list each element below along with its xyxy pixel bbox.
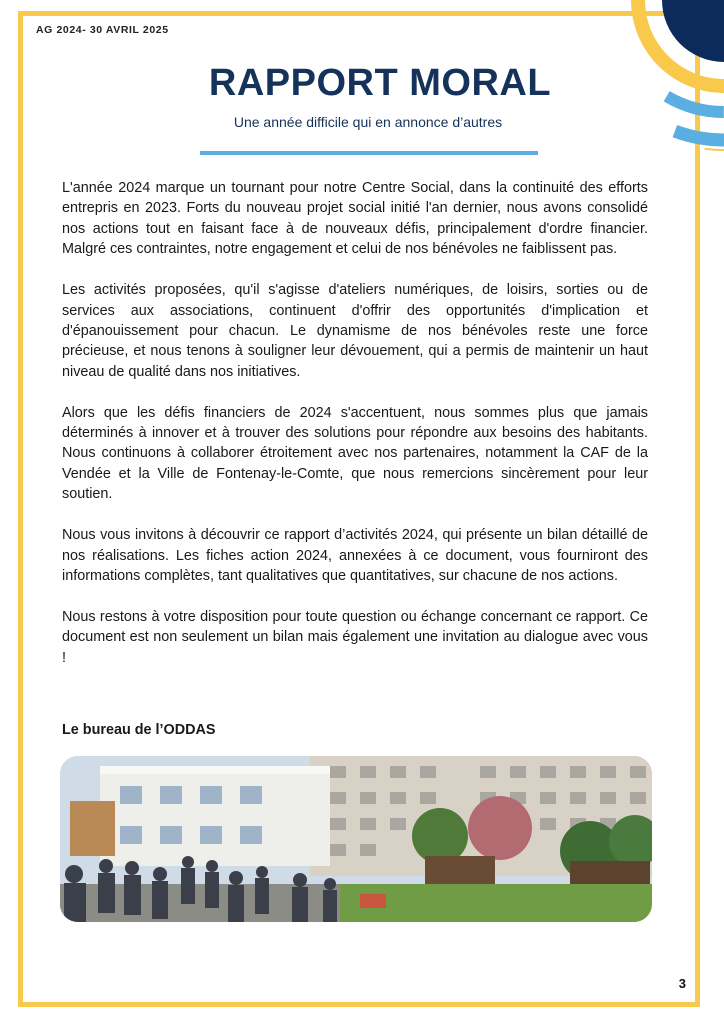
header-tag: AG 2024- 30 AVRIL 2025 [36,24,169,36]
title-divider [200,151,538,155]
page-title: RAPPORT MORAL [208,62,552,104]
paragraph: Nous vous invitons à découvrir ce rapport d’activités 2024, qui présente un bilan détaillé de nos réalisations. Les fiches action 2024, annexées à ce document, vous fourniront des informations complètes, tant qualitatives que quantitatives, sur chacune de nos actions. [62,527,648,584]
signature: Le bureau de l’ODDAS [62,722,216,738]
paragraph: Nous restons à votre disposition pour toute question ou échange concernant ce rapport. Ce document est non seulement un bilan mais également une invitation au dialogue avec vous ! [62,608,648,666]
page-number: 3 [678,976,686,991]
page-subtitle: Une année difficile qui en annonce d’autres [233,114,503,130]
paragraph: Les activités proposées, qu'il s'agisse d'ateliers numériques, de loisirs, sorties ou de services aux associations, continuent d'offrir des opportunités d'implication et d'épanouissement pour chacun. Le dynamisme de nos bénévoles reste une force précieuse, et nous tenons à souligner leur dévouement, qui a permis de maintenir un haut niveau de qualité dans nos initiatives. [62,282,648,380]
report-body [62,178,648,689]
community-garden-photo [60,756,652,922]
paragraph: L'année 2024 marque un tournant pour notre Centre Social, dans la continuité des efforts entrepris en 2023. Forts du nouveau projet social initié l'an dernier, nous avons consolidé nos actions tout en faisant face à de nouveaux défis, principalement d'ordre financier. Malgré ces contraintes, notre engagement et celui de nos bénévoles ne faiblissent pas. [62,180,648,258]
paragraph: Alors que les défis financiers de 2024 s'accentuent, nous sommes plus que jamais déterminés à innover et à trouver des solutions pour répondre aux besoins des habitants. Nous continuons à collaborer étroitement avec nos partenaires, notamment la CAF de la Vendée et la Ville de Fontenay-le-Comte, que nous remercions sincèrement pour leur soutien. [62,404,648,503]
